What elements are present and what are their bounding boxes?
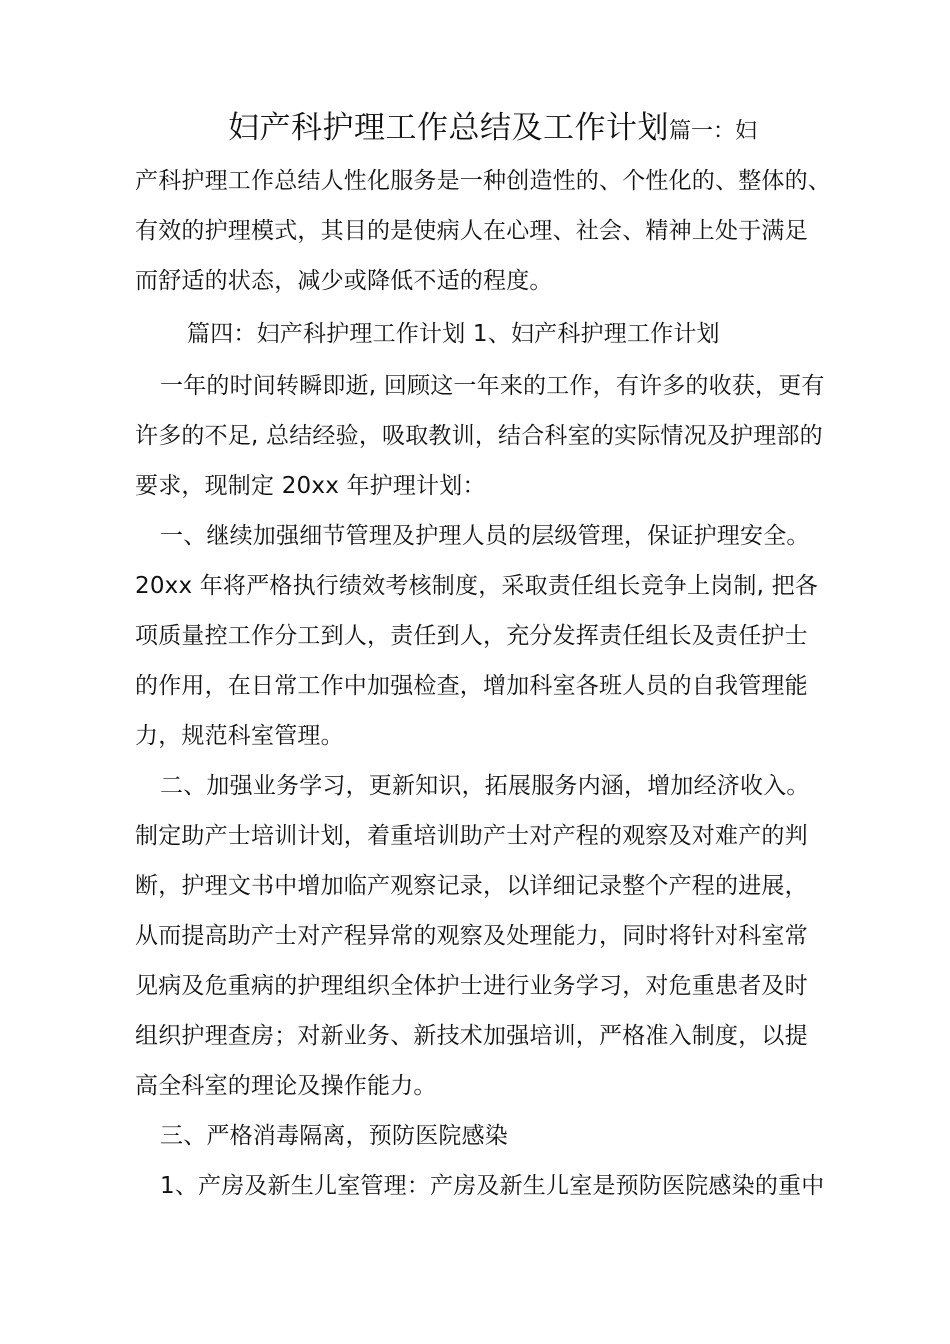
body-line-14: 制定助产士培训计划，着重培训助产士对产程的观察及对难产的判 [135, 823, 808, 849]
document-title-line [228, 106, 848, 150]
body-line-5: 一年的时间转瞬即逝, 回顾这一年来的工作，有许多的收获，更有 [160, 373, 825, 399]
body-line-17: 见病及危重病的护理组织全体护士进行业务学习，对危重患者及时 [135, 973, 808, 999]
body-line-18: 组织护理查房；对新业务、新技术加强培训，严格准入制度，以提 [135, 1023, 808, 1049]
item-heading-1: 一、继续加强细节管理及护理人员的层级管理，保证护理安全。 [160, 523, 810, 549]
body-line-1: 产科护理工作总结人性化服务是一种创造性的、个性化的、整体的、 [135, 168, 831, 194]
section-heading-4: 篇四：妇产科护理工作计划 1、妇产科护理工作计划 [187, 321, 720, 347]
document-title: 妇产科护理工作总结及工作计划 [228, 110, 669, 146]
body-line-2: 有效的护理模式，其目的是使病人在心理、社会、精神上处于满足 [135, 218, 808, 244]
body-line-9: 20xx 年将严格执行绩效考核制度，采取责任组长竞争上岗制, 把各 [135, 573, 819, 599]
body-line-11: 的作用，在日常工作中加强检查，增加科室各班人员的自我管理能 [135, 673, 808, 699]
body-line-10: 项质量控工作分工到人，责任到人，充分发挥责任组长及责任护士 [135, 623, 808, 649]
body-line-3: 而舒适的状态，减少或降低不适的程度。 [135, 268, 553, 294]
document-title-tail: 篇一：妇 [669, 119, 758, 144]
body-line-21: 1、产房及新生儿室管理：产房及新生儿室是预防医院感染的重中 [160, 1173, 825, 1199]
body-line-16: 从而提高助产士对产程异常的观察及处理能力，同时将针对科室常 [135, 923, 808, 949]
body-line-15: 断，护理文书中增加临产观察记录，以详细记录整个产程的进展， [135, 873, 808, 899]
item-heading-3: 三、严格消毒隔离，预防医院感染 [160, 1123, 508, 1149]
body-line-19: 高全科室的理论及操作能力。 [135, 1073, 437, 1099]
item-heading-2: 二、加强业务学习，更新知识，拓展服务内涵，增加经济收入。 [160, 773, 810, 799]
body-line-12: 力，规范科室管理。 [135, 723, 344, 749]
body-line-7: 要求，现制定 20xx 年护理计划： [135, 473, 486, 499]
body-line-6: 许多的不足, 总结经验，吸取教训，结合科室的实际情况及护理部的 [135, 423, 823, 449]
